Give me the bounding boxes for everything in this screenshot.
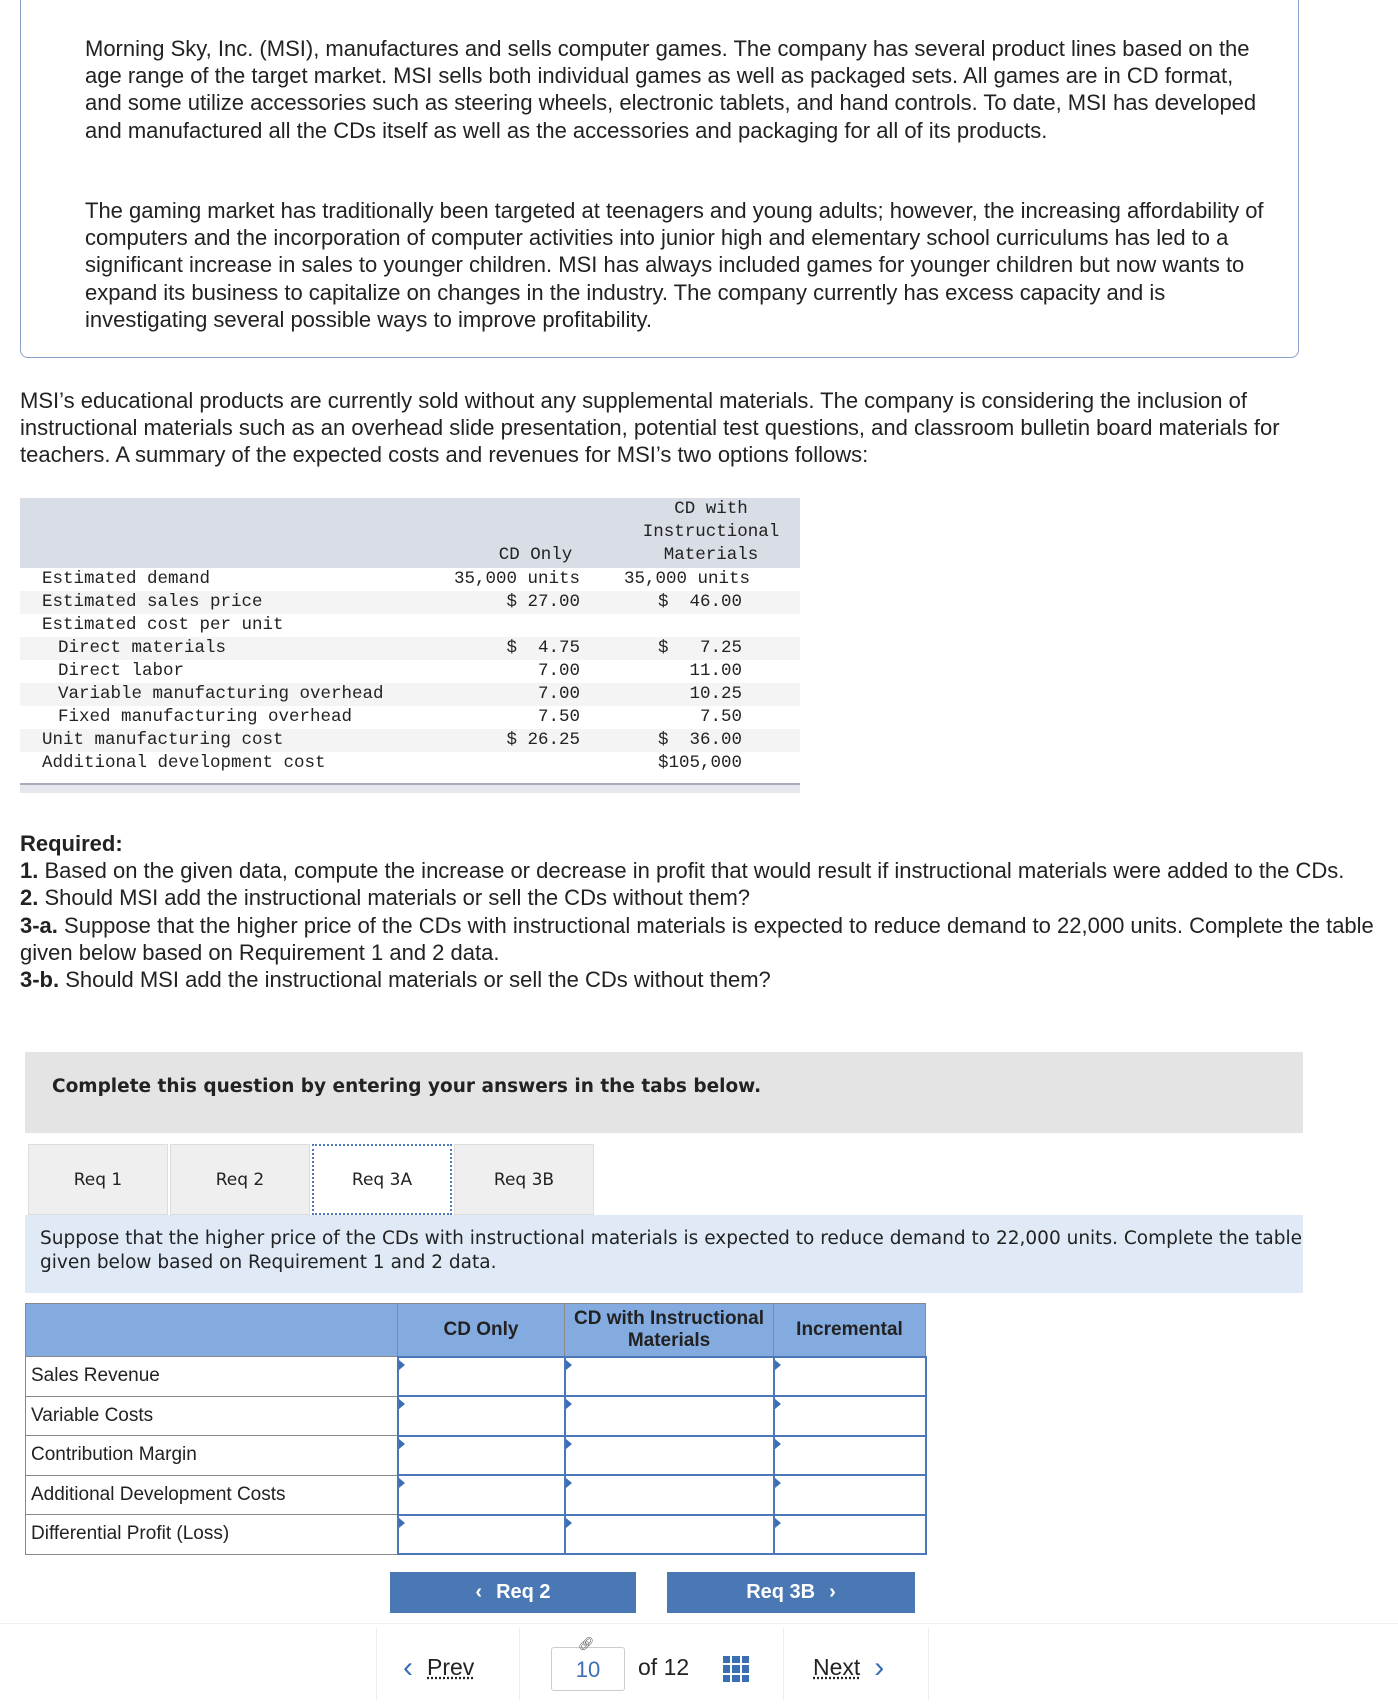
cd-materials-value: $ 36.00 bbox=[657, 730, 742, 750]
data-table-footer bbox=[20, 783, 800, 793]
prev-page-link[interactable]: ‹ Prev bbox=[403, 1650, 475, 1684]
next-req-button[interactable]: Req 3B › bbox=[667, 1572, 915, 1613]
data-row bbox=[20, 683, 800, 706]
cd-only-value: $ 27.00 bbox=[506, 592, 580, 612]
incremental-input[interactable] bbox=[774, 1436, 926, 1476]
table-row bbox=[26, 1515, 926, 1555]
requirement-item bbox=[20, 966, 1380, 993]
cd-materials-input[interactable] bbox=[565, 1396, 774, 1436]
cd-materials-input[interactable] bbox=[565, 1357, 774, 1397]
required-title: Required: bbox=[20, 831, 123, 856]
chevron-left-icon: ‹ bbox=[475, 1581, 483, 1603]
table-row bbox=[26, 1396, 926, 1436]
row-label: Estimated demand bbox=[42, 569, 211, 589]
case-description-box bbox=[20, 0, 1299, 358]
cost-data-table bbox=[20, 498, 800, 793]
cd-only-input[interactable] bbox=[398, 1475, 565, 1515]
col-cd-only: CD Only bbox=[498, 545, 573, 565]
grid-icon[interactable] bbox=[723, 1656, 749, 1682]
cd-materials-value: 10.25 bbox=[689, 684, 742, 704]
row-label: Additional Development Costs bbox=[26, 1475, 398, 1515]
incremental-input[interactable] bbox=[774, 1515, 926, 1555]
intro-paragraph: MSI’s educational products are currently sold without any supplemental materials. The company is considering the inclusion of instructional materials such as an overhead slide presentation, potential test questions, and classroom bulletin board materials for teachers. A summary of the expected costs and revenues for MSI’s two options follows: bbox=[20, 388, 1280, 468]
prev-req-button[interactable]: ‹ Req 2 bbox=[390, 1572, 636, 1613]
row-label: Unit manufacturing cost bbox=[42, 730, 284, 750]
tab-instructions: Suppose that the higher price of the CDs with instructional materials is expected to reduce demand to 22,000 units. Complete the table given below based on Requirement 1 and 2 data. bbox=[25, 1215, 1303, 1293]
row-label: Estimated sales price bbox=[42, 592, 263, 612]
requirement-item bbox=[20, 884, 1380, 911]
link-icon: 🔗︎ bbox=[578, 1636, 595, 1651]
page-number-input[interactable]: 10 bbox=[551, 1647, 625, 1691]
data-row bbox=[20, 591, 800, 614]
cd-only-value: 7.00 bbox=[537, 661, 580, 681]
cd-only-input[interactable] bbox=[398, 1357, 565, 1397]
requirement-number: 1. bbox=[20, 858, 39, 884]
cd-only-value: 7.00 bbox=[537, 684, 580, 704]
header-incremental: Incremental bbox=[774, 1304, 926, 1357]
col-cd-with-materials: CD with Instructional Materials bbox=[642, 499, 780, 565]
footer-divider bbox=[0, 1623, 1398, 1624]
data-row bbox=[20, 660, 800, 683]
cd-materials-value: $ 7.25 bbox=[657, 638, 742, 658]
incremental-input[interactable] bbox=[774, 1396, 926, 1436]
tab-req-3a[interactable]: Req 3A bbox=[312, 1144, 452, 1215]
instruction-banner: Complete this question by entering your answers in the tabs below. bbox=[25, 1052, 1303, 1133]
data-row bbox=[20, 637, 800, 660]
chevron-left-icon: ‹ bbox=[403, 1650, 413, 1684]
incremental-input[interactable] bbox=[774, 1475, 926, 1515]
cd-only-input[interactable] bbox=[398, 1396, 565, 1436]
cd-only-value: $ 26.25 bbox=[506, 730, 580, 750]
requirement-item bbox=[20, 857, 1380, 884]
cd-only-input[interactable] bbox=[398, 1515, 565, 1555]
row-label: Variable Costs bbox=[26, 1396, 398, 1436]
row-label: Differential Profit (Loss) bbox=[26, 1515, 398, 1555]
tab-req-2[interactable]: Req 2 bbox=[170, 1144, 310, 1215]
header-cd-with-materials: CD with Instructional Materials bbox=[565, 1304, 774, 1357]
data-table-header bbox=[20, 498, 800, 568]
requirement-number: 2. bbox=[20, 885, 39, 911]
chevron-right-icon: › bbox=[829, 1581, 836, 1603]
answer-table bbox=[25, 1303, 927, 1555]
cd-materials-value: 7.50 bbox=[630, 706, 742, 730]
row-label: Fixed manufacturing overhead bbox=[58, 707, 353, 727]
requirement-number: 3-b. bbox=[20, 967, 60, 993]
row-label: Variable manufacturing overhead bbox=[58, 684, 384, 704]
data-row bbox=[20, 706, 800, 729]
incremental-input[interactable] bbox=[774, 1357, 926, 1397]
data-row bbox=[20, 729, 800, 752]
row-label: Estimated cost per unit bbox=[42, 615, 284, 635]
cd-materials-value: 35,000 units bbox=[623, 569, 750, 589]
next-page-link[interactable]: Next › bbox=[813, 1650, 885, 1684]
page-count: of 12 bbox=[638, 1654, 690, 1680]
row-label: Additional development cost bbox=[42, 753, 326, 773]
cd-materials-value: 11.00 bbox=[689, 661, 742, 681]
cd-only-value: 35,000 units bbox=[453, 569, 580, 589]
requirement-text: Should MSI add the instructional materials or sell the CDs without them? bbox=[38, 885, 751, 911]
requirement-text: Based on the given data, compute the increase or decrease in profit that would result if instructional materials were added to the CDs. bbox=[38, 858, 1345, 884]
requirement-item bbox=[20, 912, 1380, 966]
tab-bar bbox=[28, 1144, 596, 1215]
case-paragraph-1: Morning Sky, Inc. (MSI), manufactures and sells computer games. The company has several product lines based on the age range of the target market. MSI sells both individual games as well as packaged sets. All games are in CD format, and some utilize accessories such as steering wheels, electronic tablets, and hand controls. To date, MSI has developed and manufactured all the CDs itself as well as the accessories and packaging for all of its products. bbox=[85, 36, 1257, 143]
requirement-number: 3-a. bbox=[20, 912, 58, 938]
table-row bbox=[26, 1436, 926, 1476]
requirement-text: Suppose that the higher price of the CDs with instructional materials is expected to reduce demand to 22,000 units. Complete the table given below based on Requirement 1 and 2 data. bbox=[20, 912, 1374, 965]
cd-only-value: 7.50 bbox=[465, 706, 580, 730]
cd-only-input[interactable] bbox=[398, 1436, 565, 1476]
data-row bbox=[20, 614, 800, 637]
cd-materials-input[interactable] bbox=[565, 1436, 774, 1476]
row-label: Direct labor bbox=[58, 661, 185, 681]
header-cd-only: CD Only bbox=[398, 1304, 565, 1357]
chevron-right-icon: › bbox=[874, 1650, 885, 1684]
table-row bbox=[26, 1357, 926, 1397]
case-paragraph-2: The gaming market has traditionally been targeted at teenagers and young adults; however, the increasing affordability of computers and the incorporation of computer activities into junior high and elementary school curriculums has led to a significant increase in sales to younger children. MSI has always included games for younger children but now wants to expand its business to capitalize on changes in the industry. The company currently has excess capacity and is investigating several possible ways to improve profitability. bbox=[85, 198, 1264, 332]
row-label: Direct materials bbox=[58, 638, 227, 658]
blank-header bbox=[26, 1304, 398, 1357]
requirement-text: Should MSI add the instructional materials or sell the CDs without them? bbox=[59, 967, 771, 993]
table-row bbox=[26, 1475, 926, 1515]
cd-materials-value: $ 46.00 bbox=[657, 592, 742, 612]
cd-materials-value: $105,000 bbox=[657, 753, 742, 773]
row-label: Contribution Margin bbox=[26, 1436, 398, 1476]
tab-req-3b[interactable]: Req 3B bbox=[454, 1144, 594, 1215]
data-row bbox=[20, 752, 800, 775]
cd-materials-input[interactable] bbox=[565, 1475, 774, 1515]
data-row bbox=[20, 568, 800, 591]
cd-materials-input[interactable] bbox=[565, 1515, 774, 1555]
required-section bbox=[20, 830, 1380, 993]
tab-req-1[interactable]: Req 1 bbox=[28, 1144, 168, 1215]
cd-only-value: $ 4.75 bbox=[506, 638, 580, 658]
row-label: Sales Revenue bbox=[26, 1357, 398, 1397]
